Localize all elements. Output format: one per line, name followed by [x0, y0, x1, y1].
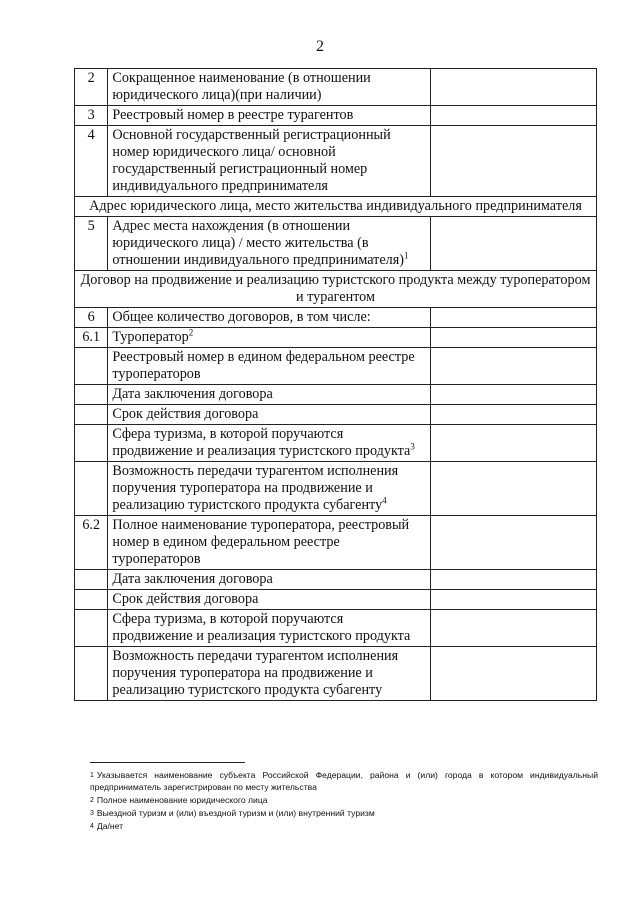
field-value[interactable] [431, 348, 597, 385]
field-label-text: Возможность передачи турагентом исполнения поручения туроператора на продвижение и реализацию туристского продукта субагенту [112, 648, 399, 698]
table-row [75, 516, 597, 570]
field-label-text: Сфера туризма, в которой поручаются продвижение и реализация туристского продукта [112, 426, 411, 459]
table-row [75, 462, 597, 516]
footnote-ref: 3 [410, 441, 415, 452]
field-label [108, 425, 431, 462]
field-label [108, 462, 431, 516]
field-label [108, 647, 431, 701]
field-label [108, 69, 431, 106]
field-label [108, 385, 431, 405]
form-table [74, 68, 597, 701]
table-row [75, 385, 597, 405]
row-number: 3 [75, 106, 108, 126]
table-row [75, 425, 597, 462]
footnote [90, 808, 598, 820]
footnote-text: Выездной туризм и (или) въездной туризм и (или) внутренний туризм [96, 807, 375, 818]
field-label-text: Сфера туризма, в которой поручаются продвижение и реализация туристского продукта [112, 611, 411, 644]
footnote-separator [90, 762, 245, 763]
field-label-text: Реестровый номер в реестре турагентов [112, 107, 354, 123]
field-value[interactable] [431, 308, 597, 328]
field-value[interactable] [431, 405, 597, 425]
field-label [108, 217, 431, 271]
table-row [75, 106, 597, 126]
field-value[interactable] [431, 106, 597, 126]
field-label [108, 308, 431, 328]
row-number: 5 [75, 217, 108, 271]
row-number: 6 [75, 308, 108, 328]
field-value[interactable] [431, 328, 597, 348]
row-number [75, 590, 108, 610]
field-label-text: Срок действия договора [112, 406, 259, 422]
footnote-text: Да/нет [96, 820, 124, 831]
footnote-ref: 1 [404, 250, 409, 261]
field-label-text: Возможность передачи турагентом исполнения поручения туроператора на продвижение и реализацию туристского продукта субагенту [112, 463, 399, 513]
section-header-row [75, 197, 597, 217]
row-number [75, 348, 108, 385]
field-value[interactable] [431, 425, 597, 462]
field-value[interactable] [431, 69, 597, 106]
field-label-text: Реестровый номер в едином федеральном реестре туроператоров [112, 349, 415, 382]
field-value[interactable] [431, 590, 597, 610]
footnote-text: Указывается наименование субъекта Российской Федерации, района и (или) города в котором индивидуальный предприниматель зарегистрирован по месту жительства [90, 770, 598, 792]
field-label-text: Общее количество договоров, в том числе: [112, 309, 371, 325]
table-row [75, 405, 597, 425]
field-label [108, 328, 431, 348]
field-label-text: Основной государственный регистрационный номер юридического лица/ основной государственный регистрационный номер индивидуального предпринимателя [112, 127, 391, 194]
section-header-row [75, 271, 597, 308]
table-row [75, 69, 597, 106]
field-value[interactable] [431, 647, 597, 701]
field-label-text: Сокращенное наименование (в отношении юридического лица)(при наличии) [112, 70, 371, 103]
row-number [75, 425, 108, 462]
table-row [75, 217, 597, 271]
field-value[interactable] [431, 217, 597, 271]
table-row [75, 610, 597, 647]
field-value[interactable] [431, 462, 597, 516]
field-label-text: Туроператор [112, 329, 189, 345]
field-label-text: Адрес места нахождения (в отношении юридического лица) / место жительства (в отношении индивидуального предпринимателя) [112, 218, 405, 268]
row-number [75, 647, 108, 701]
field-label [108, 610, 431, 647]
field-label-text: Полное наименование туроператора, реестровый номер в едином федеральном реестре туроператоров [112, 517, 410, 567]
row-number: 2 [75, 69, 108, 106]
footnote-mark: 3 [90, 809, 94, 817]
row-number [75, 405, 108, 425]
field-value[interactable] [431, 385, 597, 405]
field-label [108, 516, 431, 570]
footnote-text: Полное наименование юридического лица [96, 794, 268, 805]
footnote [90, 770, 598, 793]
field-value[interactable] [431, 610, 597, 647]
field-label [108, 590, 431, 610]
field-label [108, 348, 431, 385]
field-value[interactable] [431, 126, 597, 197]
table-row [75, 590, 597, 610]
field-label [108, 570, 431, 590]
table-row [75, 308, 597, 328]
footnote-ref: 4 [382, 495, 387, 506]
field-label [108, 126, 431, 197]
table-row [75, 328, 597, 348]
field-value[interactable] [431, 570, 597, 590]
table-row [75, 647, 597, 701]
row-number [75, 462, 108, 516]
section-title: Договор на продвижение и реализацию туристского продукта между туроператором и турагентом [75, 271, 597, 308]
footnotes [90, 770, 598, 834]
footnote-mark: 2 [90, 796, 94, 804]
table-row [75, 570, 597, 590]
row-number: 6.2 [75, 516, 108, 570]
field-value[interactable] [431, 516, 597, 570]
field-label-text: Срок действия договора [112, 591, 259, 607]
table-row [75, 126, 597, 197]
footnote-mark: 1 [90, 772, 94, 779]
row-number: 4 [75, 126, 108, 197]
field-label [108, 106, 431, 126]
field-label-text: Дата заключения договора [112, 571, 273, 587]
row-number: 6.1 [75, 328, 108, 348]
row-number [75, 385, 108, 405]
field-label-text: Дата заключения договора [112, 386, 273, 402]
row-number [75, 570, 108, 590]
field-label [108, 405, 431, 425]
section-title: Адрес юридического лица, место жительства индивидуального предпринимателя [75, 197, 597, 217]
footnote [90, 821, 598, 833]
page-number: 2 [316, 38, 324, 55]
footnote [90, 795, 598, 807]
footnote-mark: 4 [90, 822, 94, 830]
row-number [75, 610, 108, 647]
footnote-ref: 2 [188, 327, 194, 338]
table-row [75, 348, 597, 385]
